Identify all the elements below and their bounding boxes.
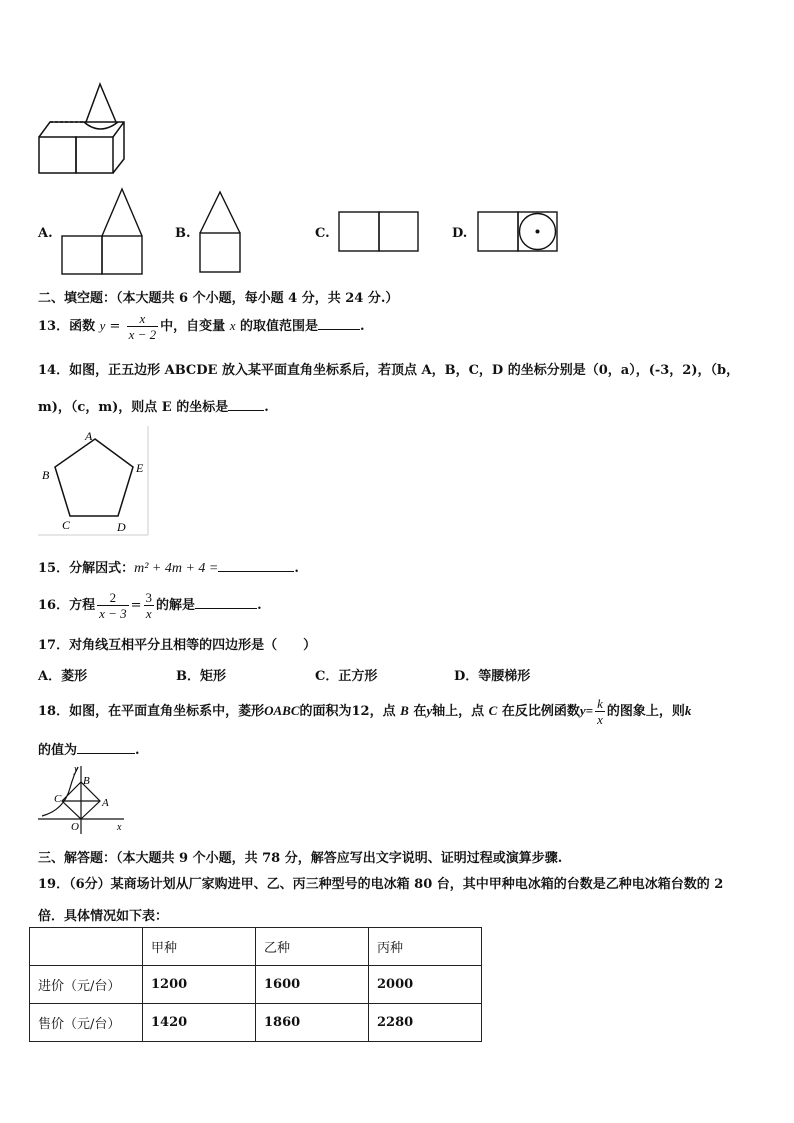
q13-eq: = [105, 319, 125, 334]
q18-frac-num: k [597, 696, 603, 711]
q13-post: 中，自变量 [160, 319, 226, 334]
q13-blank[interactable] [318, 317, 360, 330]
q16-frac1-num: 2 [97, 590, 129, 606]
q14-line2: m)，（c，m)，则点 E 的坐标是 [38, 400, 229, 415]
q18-text-a: 18．如图，在平面直角坐标系中，菱形 [38, 704, 265, 719]
option-d-figure [476, 210, 560, 254]
option-a-label: A. [38, 226, 53, 241]
rhombus-label-x: x [117, 822, 122, 833]
q16-blank[interactable] [195, 596, 257, 609]
q15-expr: m² + 4m + 4 = [134, 561, 219, 576]
table-cell: 2280 [369, 1004, 482, 1042]
q15-blank[interactable] [218, 559, 294, 572]
q13-num: 13． [38, 319, 70, 334]
table-cell: 进价（元/台） [30, 966, 143, 1004]
q18-line1 [38, 692, 691, 731]
q18-text-b: 的面积为12，点 [299, 704, 396, 719]
section3-title: 三、解答题：（本大题共 9 个小题，共 78 分，解答应写出文字说明、证明过程或演算步骤. [38, 851, 563, 866]
q18-oabc: OABC [264, 703, 300, 718]
option-a-figure [61, 186, 145, 278]
q13-frac-den: x − 2 [128, 327, 157, 342]
q18-c: C [488, 703, 498, 718]
option-b-label: B. [175, 226, 191, 241]
q13-x: x [229, 318, 236, 333]
q15-end: . [294, 561, 299, 576]
q17-stem: 17．对角线互相平分且相等的四边形是（ ） [38, 638, 317, 653]
q18-b: B [400, 703, 409, 718]
table-header-row [30, 928, 482, 966]
q13-post2: 的取值范围是 [240, 319, 319, 334]
q16-frac1-den: x − 3 [99, 606, 127, 621]
q13 [38, 308, 365, 345]
q19-line2: 倍．具体情况如下表： [38, 909, 169, 924]
rhombus-figure [36, 764, 128, 836]
rhombus-label-y: y [74, 764, 79, 775]
table-cell: 1420 [143, 1004, 256, 1042]
q14-blank[interactable] [228, 398, 264, 411]
q17-option-c[interactable]: C．正方形 [315, 669, 378, 684]
q16-frac2-num: 3 [145, 590, 153, 605]
pentagon-label-e: E [136, 461, 144, 475]
pentagon-label-c: C [62, 518, 71, 532]
pentagon-label-d: D [117, 520, 126, 534]
option-b-figure [198, 189, 242, 275]
q13-y: y [99, 318, 106, 333]
table-cell: 1200 [143, 966, 256, 1004]
q16-frac1 [97, 590, 129, 621]
option-c-label: C. [315, 226, 330, 241]
q16-post: 的解是 [156, 598, 196, 613]
q18-text-f: 的图象上，则 [606, 704, 685, 719]
table-header-cell: 乙种 [256, 928, 369, 966]
table-cell: 2000 [369, 966, 482, 1004]
q19-line1: 19．（6分）某商场计划从厂家购进甲、乙、丙三种型号的电冰箱 80 台，其中甲种电冰箱的台数是乙种电冰箱台数的 2 [38, 877, 724, 892]
table-row [30, 1004, 482, 1042]
q15-pre: 15．分解因式： [38, 561, 135, 576]
q18-line2: 的值为 [38, 743, 78, 758]
q16-end: . [257, 598, 262, 613]
table-header-cell: 甲种 [143, 928, 256, 966]
table-row [30, 966, 482, 1004]
q16-frac2-den: x [145, 606, 152, 621]
q13-end: . [360, 319, 365, 334]
q18-text-d: 轴上，点 [432, 704, 485, 719]
q15 [38, 557, 299, 577]
q18-text-e: 在反比例函数 [501, 704, 580, 719]
q13-fraction [127, 311, 159, 342]
q13-pre: 函数 [69, 319, 96, 334]
q14-line2-wrap [38, 396, 269, 415]
section2-title: 二、填空题：（本大题共 6 个小题，每小题 4 分，共 24 分.） [38, 291, 399, 306]
q16-eq: = [130, 598, 142, 613]
q17-option-a[interactable]: A．菱形 [38, 669, 88, 684]
table-cell: 1600 [256, 966, 369, 1004]
price-table [29, 927, 482, 1042]
rhombus-label-o: O [71, 821, 79, 833]
pentagon-figure [37, 424, 151, 537]
q18-blank[interactable] [77, 741, 135, 754]
q16 [38, 586, 262, 626]
table-header-cell: 丙种 [369, 928, 482, 966]
q16-frac2 [144, 590, 155, 621]
q14-end: . [264, 400, 269, 415]
q18-fraction [595, 696, 605, 727]
q14-line1: 14．如图，正五边形 ABCDE 放入某平面直角坐标系后，若顶点 A，B，C，D 的坐标分别是（0，a），(-3，2)，（b， [38, 363, 740, 378]
rhombus-label-b: B [83, 775, 90, 787]
table-cell: 售价（元/台） [30, 1004, 143, 1042]
q18-line2-wrap [38, 739, 140, 758]
q17-option-b[interactable]: B．矩形 [176, 669, 226, 684]
pentagon-label-a: A [85, 429, 93, 443]
rhombus-label-a: A [102, 797, 109, 809]
table-cell: 1860 [256, 1004, 369, 1042]
q18-yfun: y= [579, 703, 594, 718]
solid-figure [36, 80, 131, 176]
q18-frac-den: x [597, 712, 603, 727]
rhombus-label-c: C [54, 793, 62, 805]
q13-frac-num: x [127, 311, 159, 327]
q18-yaxis: y [426, 703, 433, 718]
q18-end: . [135, 743, 140, 758]
q17-option-d[interactable]: D．等腰梯形 [454, 669, 531, 684]
q16-pre: 16．方程 [38, 598, 96, 613]
option-c-figure [337, 210, 421, 254]
q18-k: k [684, 703, 692, 718]
option-d-label: D. [452, 226, 468, 241]
q18-text-c: 在 [413, 704, 427, 719]
pentagon-label-b: B [42, 468, 50, 482]
table-header-cell [30, 928, 143, 966]
